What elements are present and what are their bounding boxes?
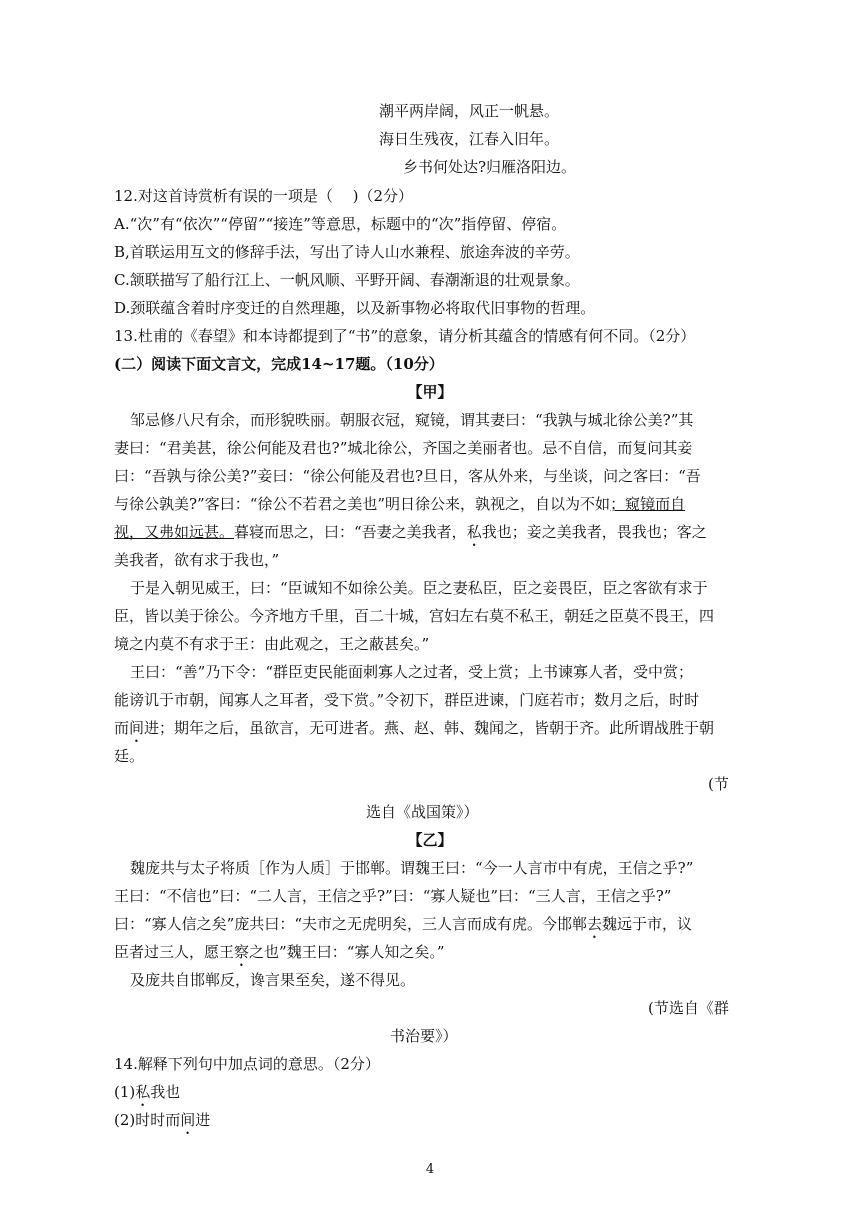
passage-jia-text: 与徐公孰美?”客曰：“徐公不若君之美也”明日徐公来，孰视之，自以为不如 xyxy=(114,495,611,513)
passage-jia-title: 【甲】 xyxy=(407,383,453,401)
passage-jia-line xyxy=(114,494,685,514)
passage-yi-source: (节选自《群 xyxy=(648,999,729,1017)
question-12-option-a: A.“次”有“依次”“停留”“接连”等意思，标题中的“次”指停留、停宿。 xyxy=(114,215,567,233)
dotted-word: 私 xyxy=(466,523,482,541)
poem-line: 潮平两岸阔，风正一帆悬。 xyxy=(379,102,560,120)
passage-jia-line: 美我者，欲有求于我也，” xyxy=(114,551,280,569)
passage-yi-line: 曰：“寡人信之矣”庞共曰：“夫市之无虎明矣，三人言而成有虎。今邯郸去魏远于市，议 xyxy=(114,915,693,933)
poem-line: 乡书何处达?归雁洛阳边。 xyxy=(403,158,577,176)
passage-jia-source: 选自《战国策》） xyxy=(366,803,479,821)
question-12-option-c: C.颔联描写了船行江上、一帆风顺、平野开阔、春潮渐退的壮观景象。 xyxy=(114,271,580,289)
passage-jia-line: 能谤讥于市朝，闻寡人之耳者，受下赏。”令初下，群臣进谏，门庭若市；数月之后，时时 xyxy=(114,691,700,709)
passage-yi-title: 【乙】 xyxy=(407,831,453,849)
passage-jia-line: 廷。 xyxy=(114,747,145,765)
passage-jia-line: 而间进；期年之后，虽欲言，无可进者。燕、赵、韩、魏闻之，皆朝于齐。此所谓战胜于朝 xyxy=(114,719,715,737)
question-12-option-d: D.颈联蕴含着时序变迁的自然理趣，以及新事物必将取代旧事物的哲理。 xyxy=(114,299,596,317)
passage-jia-line: 视，又弗如远甚。暮寝而思之，曰：“吾妻之美我者，私我也；妾之美我者，畏我也；客之 xyxy=(114,523,707,541)
passage-jia-line: 于是入朝见威王，曰：“臣诚知不如徐公美。臣之妻私臣，臣之妾畏臣，臣之客欲有求于 xyxy=(130,579,708,597)
passage-jia-line: 王曰：“善”乃下令：“群臣吏民能面刺寡人之过者，受上赏；上书谏寡人者，受中赏； xyxy=(130,663,694,681)
passage-yi-source: 书治要》） xyxy=(390,1027,458,1045)
dotted-word: 察 xyxy=(234,943,250,961)
dotted-word: 去 xyxy=(587,915,603,933)
underlined-sentence: 视，又弗如远甚。 xyxy=(114,523,235,541)
passage-jia-line: 妻曰：“君美甚，徐公何能及君也?”城北徐公，齐国之美丽者也。忌不自信，而复问其妾 xyxy=(114,439,693,457)
question-12-stem: 12.对这首诗赏析有误的一项是（ )（2分） xyxy=(114,187,414,205)
passage-jia-line: 境之内莫不有求于王：由此观之，王之蔽甚矣。” xyxy=(114,635,430,653)
passage-yi-line: 王曰：“不信也”曰：“二人言，王信之乎?”曰：“寡人疑也”曰：“三人言，王信之乎?” xyxy=(114,887,672,905)
passage-jia-line: 邹忌修八尺有余，而形貌昳丽。朝服衣冠，窥镜，谓其妻曰：“我孰与城北徐公美?”其 xyxy=(130,411,694,429)
passage-yi-line: 魏庞共与太子将质［作为人质］于邯郸。谓魏王曰：“今一人言市中有虎，王信之乎?” xyxy=(130,859,694,877)
dotted-word: 间 xyxy=(129,719,145,737)
passage-jia-line: 臣，皆以美于徐公。今齐地方千里，百二十城，宫妇左右莫不私王，朝廷之臣莫不畏王，四 xyxy=(114,607,715,625)
underlined-sentence: ；窥镜而自 xyxy=(610,495,686,513)
poem-line: 海日生残夜，江春入旧年。 xyxy=(379,130,560,148)
dotted-word: 间 xyxy=(180,1111,196,1129)
question-13: 13.杜甫的《春望》和本诗都提到了“书”的意象，请分析其蕴含的情感有何不同。（2分） xyxy=(114,327,696,345)
passage-jia-line: 曰：“吾孰与徐公美?”妾曰：“徐公何能及君也?旦日，客从外来，与坐谈，问之客曰：“吾 xyxy=(114,467,701,485)
dotted-word: 私 xyxy=(135,1083,151,1101)
passage-yi-line: 臣者过三人，愿王察之也”魏王曰：“寡人知之矣。” xyxy=(114,943,445,961)
passage-yi-line: 及庞共自邯郸反，谗言果至矣，遂不得见。 xyxy=(130,971,416,989)
page-number: 4 xyxy=(425,1162,435,1177)
section-heading: (二）阅读下面文言文，完成14~17题。（10分） xyxy=(114,355,444,373)
question-14-stem: 14.解释下列句中加点词的意思。（2分） xyxy=(114,1055,380,1073)
question-12-option-b: B,首联运用互文的修辞手法，写出了诗人山水兼程、旅途奔波的辛劳。 xyxy=(114,243,580,261)
question-14-item-2: (2)时时而间进 xyxy=(114,1111,211,1129)
passage-jia-source: (节 xyxy=(708,775,729,793)
question-14-item-1: (1)私我也 xyxy=(114,1083,181,1101)
